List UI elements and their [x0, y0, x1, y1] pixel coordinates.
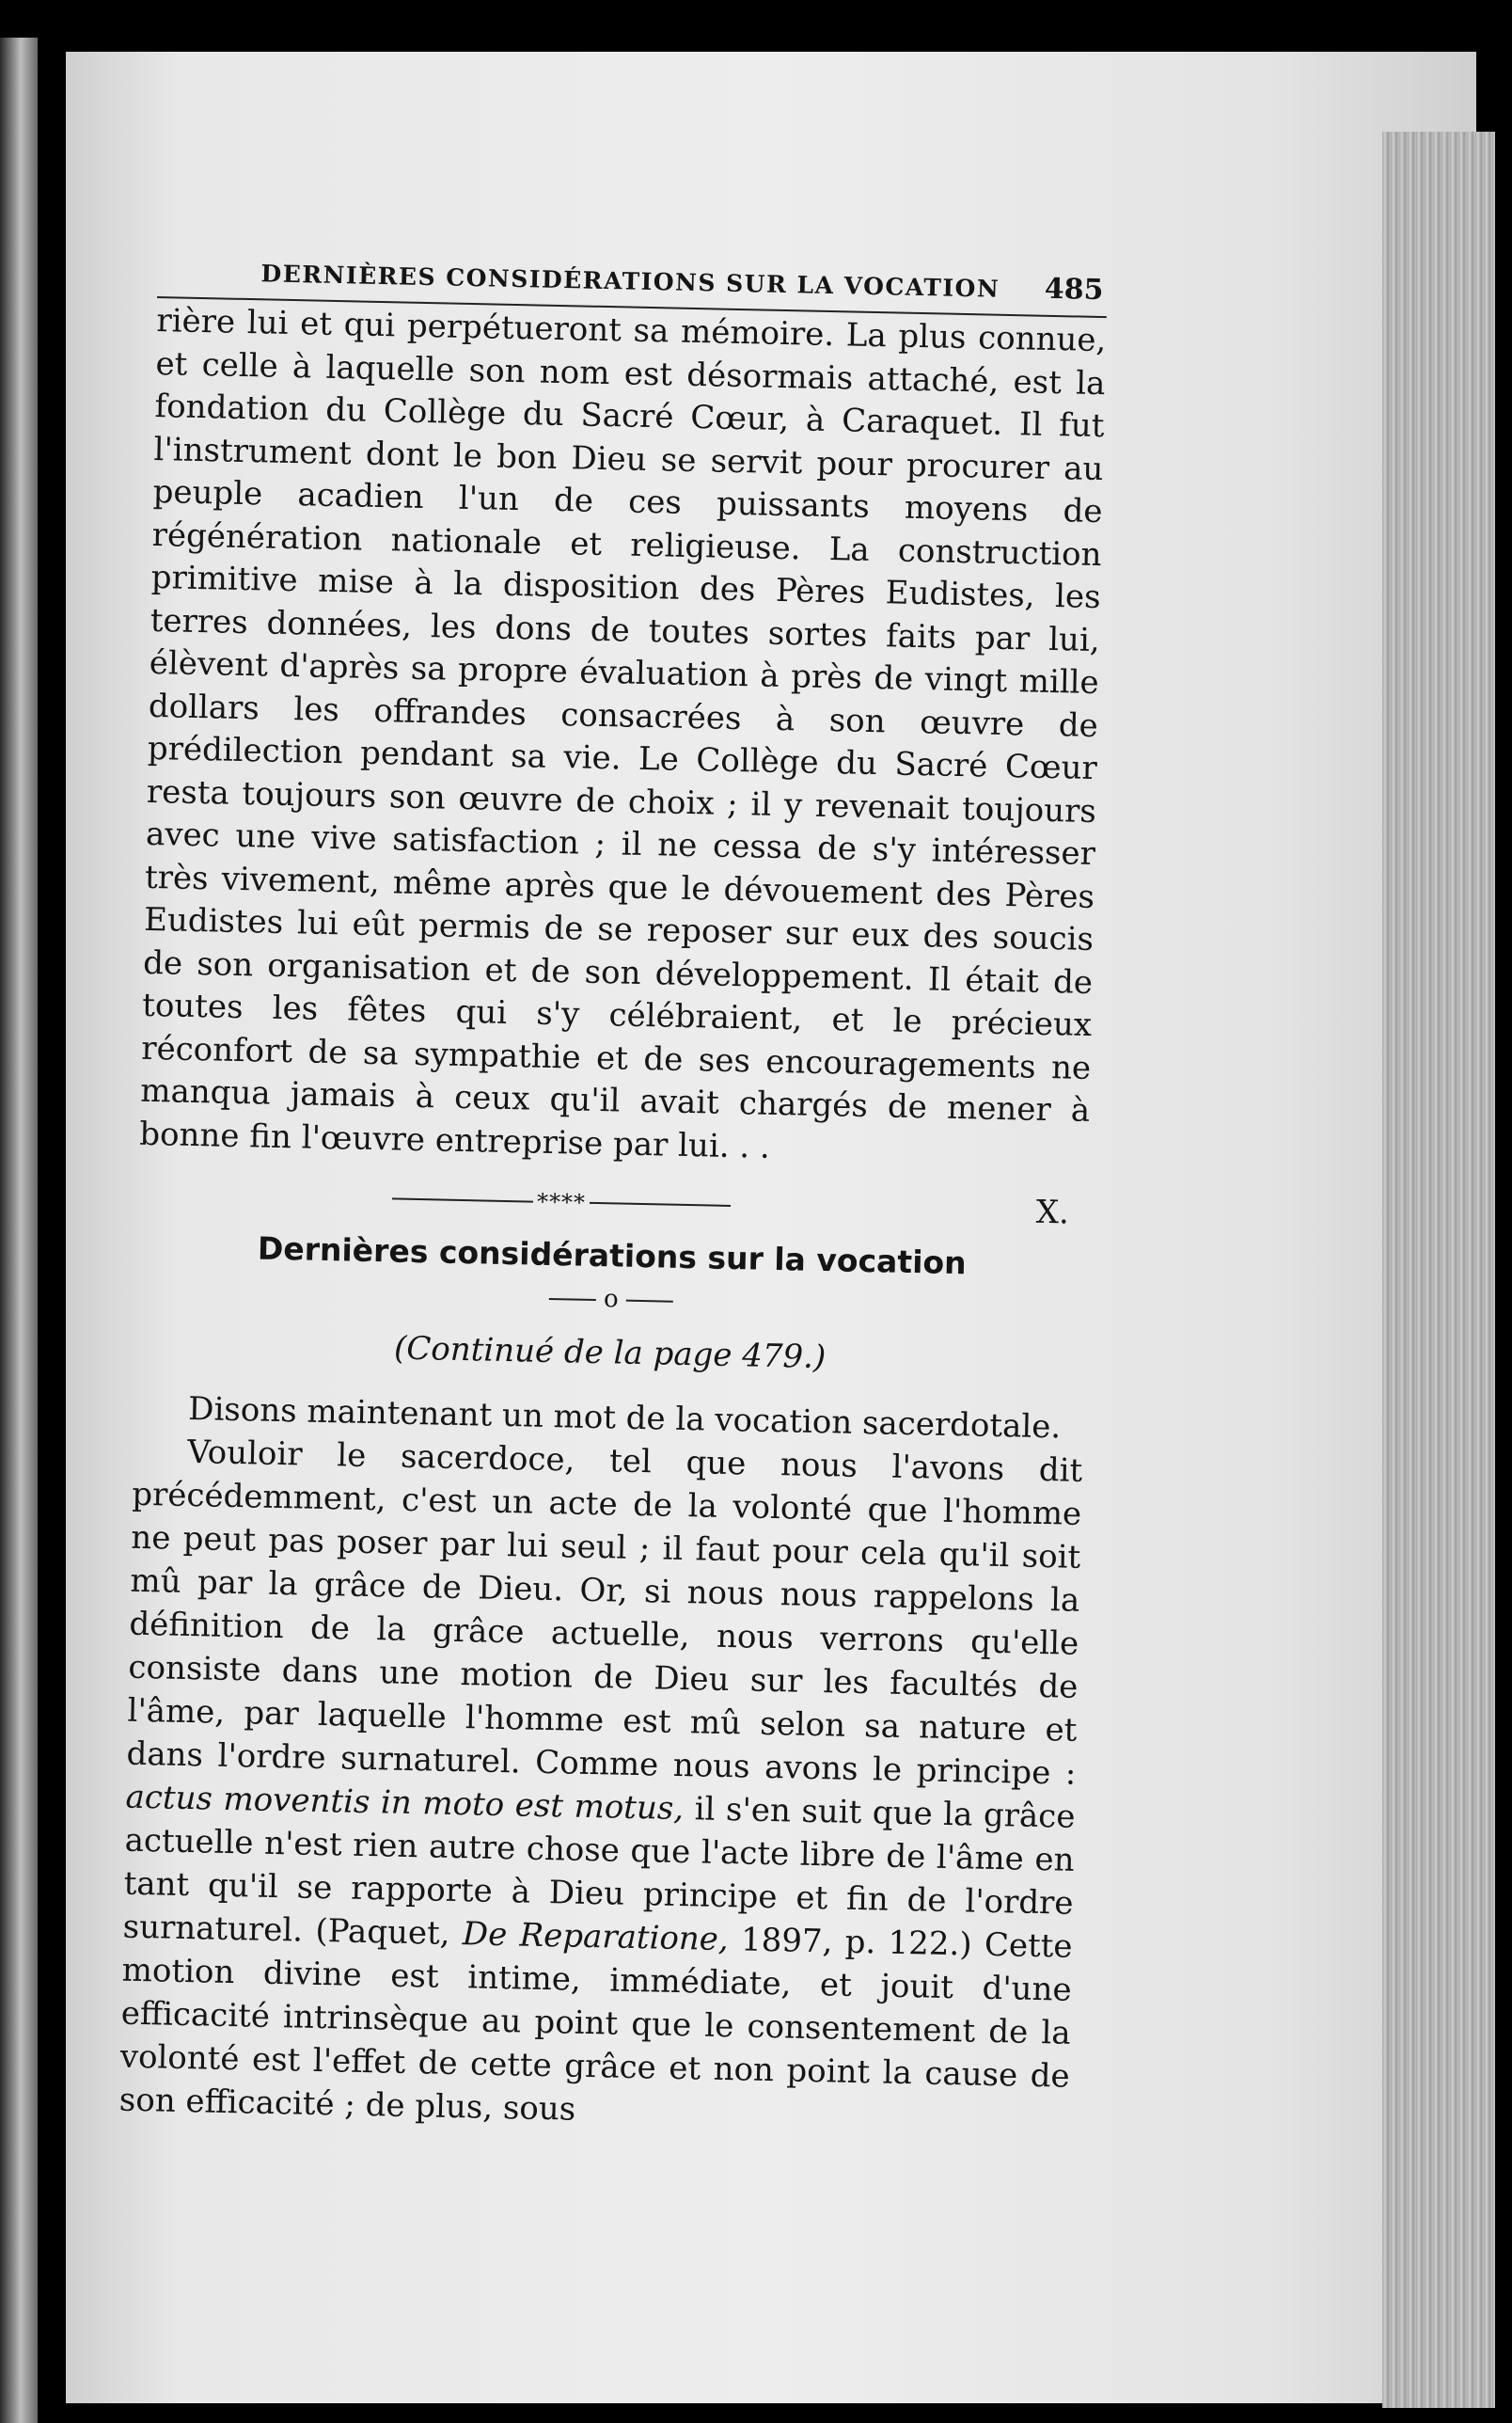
body-paragraph-2-part-1: Vouloir le sacerdoce, tel que nous l'avons dit précédemment, c'est un acte de la volonté que l'homme ne peut pas poser par lui seul ; il faut pour cela qu'il soit mû par la grâce de Dieu. Or, si nous nous rappelons la définition de la grâce actuelle, nous verrons qu'elle consiste dans une motion de Dieu sur les facultés de l'âme, par laquelle l'homme est mû selon sa nature et dans l'ordre surnaturel. Comme nous avons le principe :	[126, 1433, 1083, 1793]
rule-line-right	[590, 1202, 731, 1207]
rule-line-left	[392, 1197, 533, 1202]
page-content	[118, 254, 1107, 2142]
body-paragraph-2-part-3: 1897, p. 122.) Cette motion divine est intime, immédiate, et jouit d'une efficacité intrinsèque au point que le consentement de la volonté est l'effet de cette grâce et non point la cause de son efficacité ; de plus, sous	[118, 1921, 1073, 2129]
small-divider-mark: o	[603, 1285, 619, 1314]
page-stack-edge	[1382, 132, 1495, 2408]
section-number: X.	[1035, 1193, 1070, 1232]
section-body	[118, 1386, 1083, 2142]
section-divider	[138, 1173, 1089, 1234]
ornamental-rule	[392, 1185, 732, 1219]
citation-title: De Reparatione,	[462, 1915, 730, 1959]
small-rule-left	[549, 1298, 596, 1301]
continued-note: (Continué de la page 479.)	[393, 1329, 827, 1377]
body-paragraph-1: Disons maintenant un mot de la vocation sacerdotale.	[187, 1389, 1062, 1447]
facing-page-edge	[0, 38, 38, 2423]
body-paragraph-2-part-2: il s'en suit que la grâce actuelle n'est rien autre chose que l'acte libre de l'âme en tant qu'il se rapporte à Dieu principe et fin de l'ordre surnaturel. (Paquet,	[122, 1790, 1076, 1953]
body-paragraph-2	[118, 1430, 1082, 2142]
running-head-title: DERNIÈRES CONSIDÉRATIONS SUR LA VOCATION	[260, 260, 1000, 303]
rule-ornament: ****	[536, 1188, 587, 1216]
small-divider	[136, 1275, 1086, 1323]
small-rule-right	[626, 1300, 673, 1303]
latin-principle: actus moventis in moto est motus,	[125, 1778, 685, 1829]
section-title: Dernières considérations sur la vocation	[257, 1229, 968, 1282]
page-number: 485	[1044, 272, 1104, 308]
continued-paragraph: rière lui et qui perpétueront sa mémoire. La plus connue, et celle à laquelle son nom est désormais attaché, est la fondation du Collège du Sacré Cœur, à Caraquet. Il fut l'instrument dont le bon Dieu se servit pour procurer au peuple acadien l'un de ces puissants moyens de régénération nationale et religieuse. La construction primitive mise à la disposition des Pères Eudistes, les terres données, les dons de toutes sortes faits par lui, élèvent d'après sa propre évaluation à près de vingt mille dollars les offrandes consacrées à son œuvre de prédilection pendant sa vie. Le Collège du Sacré Cœur resta toujours son œuvre de choix ; il y revenait toujours avec une vive satisfaction ; il ne cessa de s'y intéresser très vivement, même après que le dévouement des Pères Eudistes lui eût permis de se reposer sur eux des soucis de son organisation et de son développement. Il était de toutes les fêtes qui s'y célébraient, et le précieux réconfort de sa sympathie et de ses encouragements ne manqua jamais à ceux qu'il avait chargés de mener à bonne fin l'œuvre entreprise par lui. . .	[138, 301, 1107, 1166]
